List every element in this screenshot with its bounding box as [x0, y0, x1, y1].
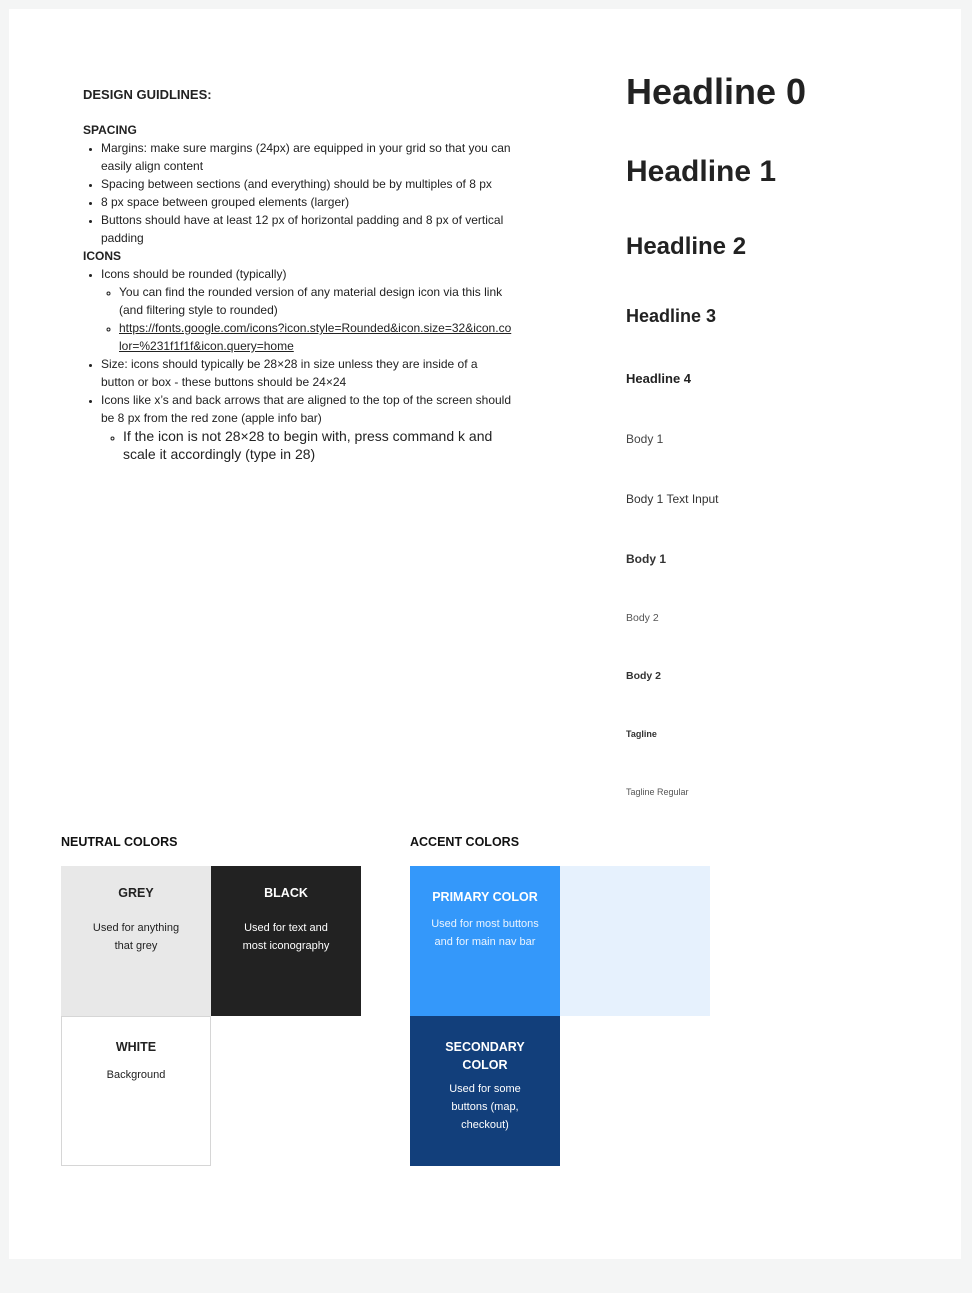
spacing-heading: SPACING	[83, 123, 137, 137]
design-canvas	[9, 9, 961, 1259]
body-2-bold-sample: Body 2	[626, 670, 662, 682]
primary-color-swatch	[410, 866, 560, 1016]
spacing-item-buttons: • Buttons should have at least 12 px of horizontal padding and 8 px of vertical padding	[101, 211, 513, 247]
guidelines-title: DESIGN GUIDLINES:	[83, 87, 212, 102]
headline-3-sample: Headline 3	[626, 306, 717, 326]
spacing-list	[83, 139, 513, 247]
icons-heading: ICONS	[83, 249, 122, 263]
body-1-text-input-sample: Body 1 Text Input	[626, 492, 719, 506]
body-1-sample: Body 1	[626, 432, 664, 446]
icons-item-top-sub: ◦ If the icon is not 28×28 to begin with, press command k and scale it accordingly (type in 28)	[123, 427, 513, 463]
icons-item-rounded-sub: ◦ You can find the rounded version of any material design icon via this link (and filtering style to rounded)	[119, 283, 513, 319]
headline-4-sample: Headline 4	[626, 371, 692, 386]
secondary-color-swatch	[410, 1016, 560, 1166]
spacing-item-grouped: • 8 px space between grouped elements (larger)	[101, 193, 513, 211]
icons-item-rounded	[101, 265, 513, 355]
accent-colors-title: ACCENT COLORS	[410, 835, 520, 849]
icons-top-text: Icons like x’s and back arrows that are aligned to the top of the screen should be 8 px from the red zone (apple info bar)	[101, 393, 512, 425]
icons-top-sublist	[101, 427, 513, 463]
icons-link-item	[119, 319, 513, 355]
headline-2-sample: Headline 2	[626, 233, 747, 260]
secondary-swatch-desc: Used for some buttons (map, checkout)	[449, 1083, 521, 1131]
icons-rounded-sublist	[101, 283, 513, 355]
headline-1-sample: Headline 1	[626, 155, 777, 188]
material-icons-link[interactable]: https://fonts.google.com/icons?icon.style=Rounded&icon.size=32&icon.color=%231f1f1f&icon.query=home	[119, 321, 512, 353]
headline-0-sample: Headline 0	[626, 71, 807, 112]
neutral-colors-title: NEUTRAL COLORS	[61, 835, 178, 849]
icons-item-size: • Size: icons should typically be 28×28 in size unless they are inside of a button or box - these buttons should be 24×24	[101, 355, 513, 391]
primary-swatch-name: PRIMARY COLOR	[432, 890, 538, 904]
white-swatch-desc: Background	[106, 1069, 166, 1081]
body-2-sample: Body 2	[626, 612, 659, 624]
black-swatch	[211, 866, 361, 1016]
icons-item-top	[101, 391, 513, 463]
grey-swatch-name: GREY	[118, 886, 154, 900]
white-swatch-name: WHITE	[115, 1040, 157, 1054]
icons-list	[83, 265, 513, 463]
primary-light-swatch	[560, 866, 710, 1016]
tagline-sample: Tagline	[626, 729, 657, 739]
tagline-regular-sample: Tagline Regular	[626, 787, 689, 797]
body-1-bold-sample: Body 1	[626, 552, 667, 566]
black-swatch-name: BLACK	[264, 886, 308, 900]
grey-swatch-desc: Used for anything that grey	[92, 922, 180, 952]
spacing-item-margins: • Margins: make sure margins (24px) are equipped in your grid so that you can easily align content	[101, 139, 513, 175]
icons-rounded-text: Icons should be rounded (typically)	[101, 267, 287, 281]
primary-swatch-desc: Used for most buttons and for main nav bar	[431, 918, 539, 948]
spacing-item-sections: • Spacing between sections (and everything) should be by multiples of 8 px	[101, 175, 513, 193]
grey-swatch	[61, 866, 211, 1016]
black-swatch-desc: Used for text and most iconography	[242, 922, 330, 952]
white-swatch	[61, 1016, 211, 1166]
design-guidelines	[83, 86, 513, 463]
secondary-swatch-name: SECONDARY COLOR	[445, 1040, 525, 1072]
